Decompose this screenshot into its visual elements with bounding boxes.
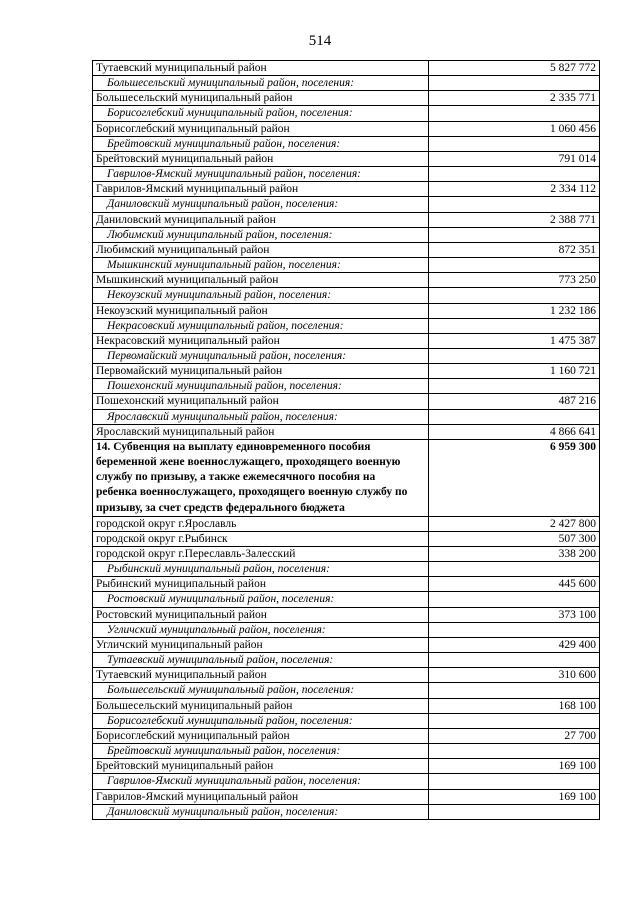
row-amount: 2 427 800 [429,516,600,531]
row-name: Ярославский муниципальный район, поселения: [93,409,429,424]
row-name: Брейтовский муниципальный район [93,151,429,166]
row-amount [429,744,600,759]
row-amount: 1 160 721 [429,364,600,379]
row-amount: 169 100 [429,789,600,804]
row-name: Любимский муниципальный район [93,242,429,257]
row-name: Мышкинский муниципальный район, поселения: [93,258,429,273]
row-name: Гаврилов-Ямский муниципальный район [93,789,429,804]
row-amount [429,348,600,363]
row-name: 14. Субвенция на выплату единовременного пособия беременной жене военнослужащего, проходящего военную службу по призыву, а также ежемесячного пособия на ребенка военнослужащего, проходящего военную службу по призыву, за счет средств федерального бюджета [93,439,429,516]
row-amount [429,288,600,303]
row-name: Первомайский муниципальный район, поселения: [93,348,429,363]
table-body [93,61,600,820]
settlements-subheading-row [93,167,600,182]
row-amount: 310 600 [429,668,600,683]
row-name: городской округ г.Переславль-Залесский [93,547,429,562]
row-amount: 4 866 641 [429,424,600,439]
table-row [93,61,600,76]
row-amount [429,804,600,819]
row-name: Любимский муниципальный район, поселения: [93,227,429,242]
table-row [93,242,600,257]
row-amount [429,592,600,607]
row-amount: 338 200 [429,547,600,562]
table-row [93,728,600,743]
row-amount: 168 100 [429,698,600,713]
settlements-subheading-row [93,774,600,789]
settlements-subheading-row [93,136,600,151]
row-name: Большесельский муниципальный район, поселения: [93,76,429,91]
table-row [93,303,600,318]
table-row [93,547,600,562]
row-name: Ростовский муниципальный район, поселения: [93,592,429,607]
row-name: Пошехонский муниципальный район, поселения: [93,379,429,394]
row-amount [429,409,600,424]
row-name: Брейтовский муниципальный район [93,759,429,774]
row-name: Некрасовский муниципальный район, поселения: [93,318,429,333]
settlements-subheading-row [93,622,600,637]
row-name: Брейтовский муниципальный район, поселения: [93,744,429,759]
row-name: Некрасовский муниципальный район [93,333,429,348]
settlements-subheading-row [93,562,600,577]
row-name: Гаврилов-Ямский муниципальный район [93,182,429,197]
row-amount [429,622,600,637]
row-name: Борисоглебский муниципальный район [93,728,429,743]
row-amount [429,197,600,212]
table-row [93,424,600,439]
row-name: Тутаевский муниципальный район, поселения: [93,653,429,668]
row-amount [429,774,600,789]
row-amount: 791 014 [429,151,600,166]
row-amount [429,379,600,394]
table-row [93,668,600,683]
row-amount: 1 232 186 [429,303,600,318]
row-amount [429,713,600,728]
row-name: Мышкинский муниципальный район [93,273,429,288]
row-amount [429,318,600,333]
settlements-subheading-row [93,106,600,121]
table-row [93,531,600,546]
table-row [93,151,600,166]
settlements-subheading-row [93,318,600,333]
table-row [93,577,600,592]
settlements-subheading-row [93,744,600,759]
row-name: Угличский муниципальный район [93,637,429,652]
row-amount: 773 250 [429,273,600,288]
row-amount: 429 400 [429,637,600,652]
row-name: Большесельский муниципальный район, поселения: [93,683,429,698]
settlements-subheading-row [93,76,600,91]
settlements-subheading-row [93,653,600,668]
row-name: Ростовский муниципальный район [93,607,429,622]
row-amount [429,106,600,121]
table-row [93,121,600,136]
table-row [93,637,600,652]
page-number: 514 [308,33,332,49]
row-amount: 6 959 300 [429,439,600,516]
row-name: Рыбинский муниципальный район, поселения: [93,562,429,577]
row-name: Борисоглебский муниципальный район [93,121,429,136]
row-name: Борисоглебский муниципальный район, поселения: [93,106,429,121]
row-amount: 27 700 [429,728,600,743]
table-row [93,759,600,774]
row-name: Даниловский муниципальный район, поселения: [93,804,429,819]
row-name: Рыбинский муниципальный район [93,577,429,592]
row-name: Некоузский муниципальный район, поселения: [93,288,429,303]
row-name: городской округ г.Рыбинск [93,531,429,546]
settlements-subheading-row [93,258,600,273]
row-name: Большесельский муниципальный район [93,698,429,713]
row-name: Пошехонский муниципальный район [93,394,429,409]
row-amount: 445 600 [429,577,600,592]
row-amount [429,227,600,242]
table-row [93,212,600,227]
row-name: Даниловский муниципальный район [93,212,429,227]
table-row [93,698,600,713]
row-name: Борисоглебский муниципальный район, поселения: [93,713,429,728]
table-row [93,91,600,106]
section-header-row [93,439,600,516]
row-name: Гаврилов-Ямский муниципальный район, поселения: [93,167,429,182]
row-amount: 2 388 771 [429,212,600,227]
row-name: Брейтовский муниципальный район, поселения: [93,136,429,151]
row-name: Тутаевский муниципальный район [93,61,429,76]
row-amount [429,76,600,91]
settlements-subheading-row [93,197,600,212]
row-amount: 2 334 112 [429,182,600,197]
row-amount [429,258,600,273]
settlements-subheading-row [93,288,600,303]
row-name: Некоузский муниципальный район [93,303,429,318]
row-amount: 2 335 771 [429,91,600,106]
table-row [93,364,600,379]
row-amount: 487 216 [429,394,600,409]
settlements-subheading-row [93,409,600,424]
row-amount: 872 351 [429,242,600,257]
settlements-subheading-row [93,683,600,698]
row-name: Тутаевский муниципальный район [93,668,429,683]
row-amount [429,167,600,182]
table-row [93,182,600,197]
row-amount: 169 100 [429,759,600,774]
settlements-subheading-row [93,804,600,819]
row-name: Ярославский муниципальный район [93,424,429,439]
row-name: Первомайский муниципальный район [93,364,429,379]
settlements-subheading-row [93,592,600,607]
row-name: Угличский муниципальный район, поселения: [93,622,429,637]
row-name: Гаврилов-Ямский муниципальный район, поселения: [93,774,429,789]
row-name: Даниловский муниципальный район, поселения: [93,197,429,212]
table-row [93,333,600,348]
settlements-subheading-row [93,227,600,242]
settlements-subheading-row [93,379,600,394]
table-row [93,789,600,804]
table-row [93,516,600,531]
row-amount: 373 100 [429,607,600,622]
row-amount [429,136,600,151]
row-amount [429,653,600,668]
row-amount: 5 827 772 [429,61,600,76]
row-name: Большесельский муниципальный район [93,91,429,106]
row-amount [429,562,600,577]
row-name: городской округ г.Ярославль [93,516,429,531]
row-amount: 1 060 456 [429,121,600,136]
settlements-subheading-row [93,713,600,728]
table-row [93,607,600,622]
table-row [93,273,600,288]
row-amount [429,683,600,698]
table-row [93,394,600,409]
budget-table [92,60,600,820]
row-amount: 507 300 [429,531,600,546]
settlements-subheading-row [93,348,600,363]
row-amount: 1 475 387 [429,333,600,348]
